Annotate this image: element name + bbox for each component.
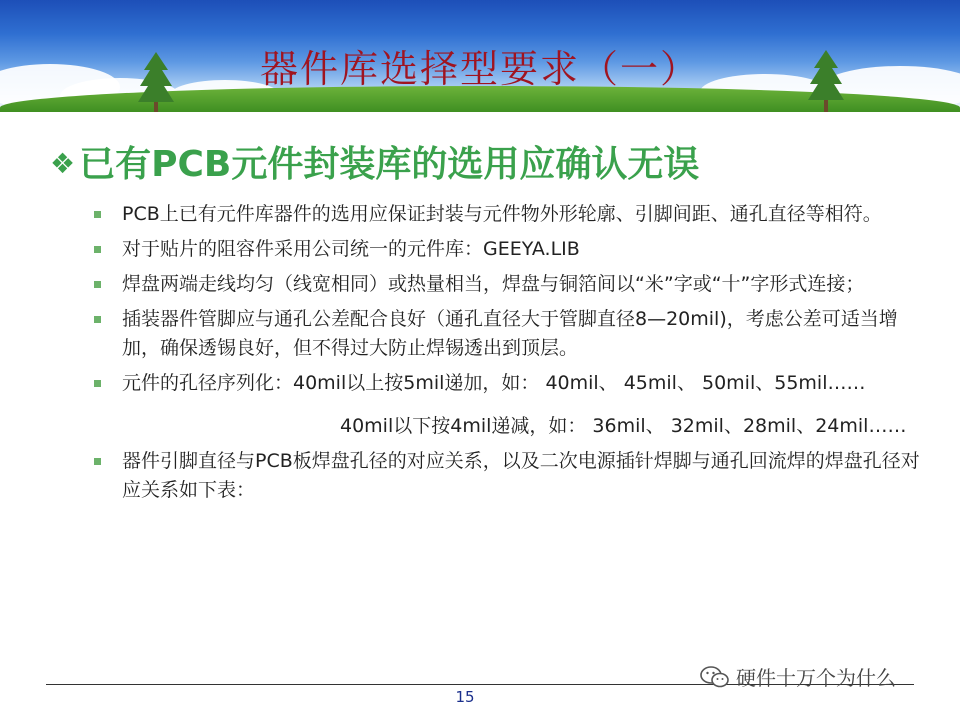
list-item-text: 40mil以下按4mil递减，如： 36mil、 32mil、28mil、24mil…… xyxy=(340,415,907,437)
list-item-text: 器件引脚直径与PCB板焊盘孔径的对应关系，以及二次电源插针焊脚与通孔回流焊的焊盘孔径对应关系如下表： xyxy=(122,450,920,501)
list-item xyxy=(92,270,922,299)
list-item-text: 插装器件管脚应与通孔公差配合良好（通孔直径大于管脚直径8—20mil)，考虑公差可适当增加，确保透锡良好，但不得过大防止焊锡透出到顶层。 xyxy=(122,308,898,359)
bullet-square-icon xyxy=(94,380,101,387)
list-item xyxy=(92,369,922,398)
list-item xyxy=(92,235,922,264)
diamond-cluster-icon: ❖ xyxy=(50,147,76,180)
bullet-square-icon xyxy=(94,458,101,465)
list-item-text: 元件的孔径序列化：40mil以上按5mil递加，如： 40mil、 45mil、 50mil、55mil…… xyxy=(122,372,866,394)
slide-title: 器件库选择型要求（一） xyxy=(259,47,700,91)
list-item-continuation xyxy=(92,412,922,441)
watermark-text: 硬件十万个为什么 xyxy=(736,666,896,690)
list-item xyxy=(92,447,922,505)
list-item xyxy=(92,305,922,363)
bullet-square-icon xyxy=(94,246,101,253)
list-item-text: 焊盘两端走线均匀（线宽相同）或热量相当，焊盘与铜箔间以“米”字或“十”字形式连接； xyxy=(122,273,865,295)
wechat-icon xyxy=(700,665,730,689)
header-banner xyxy=(0,0,960,112)
bullet-square-icon xyxy=(94,281,101,288)
section-heading-text: 已有PCB元件封装库的选用应确认无误 xyxy=(79,144,700,185)
bullet-list xyxy=(92,200,922,511)
watermark xyxy=(700,662,896,691)
list-item xyxy=(92,200,922,229)
section-heading xyxy=(50,140,930,189)
page-number: 15 xyxy=(455,688,475,706)
bullet-square-icon xyxy=(94,316,101,323)
list-item-text: PCB上已有元件库器件的选用应保证封装与元件物外形轮廓、引脚间距、通孔直径等相符。 xyxy=(122,203,882,225)
list-item-text: 对于贴片的阻容件采用公司统一的元件库：GEEYA.LIB xyxy=(122,238,580,260)
bullet-square-icon xyxy=(94,211,101,218)
